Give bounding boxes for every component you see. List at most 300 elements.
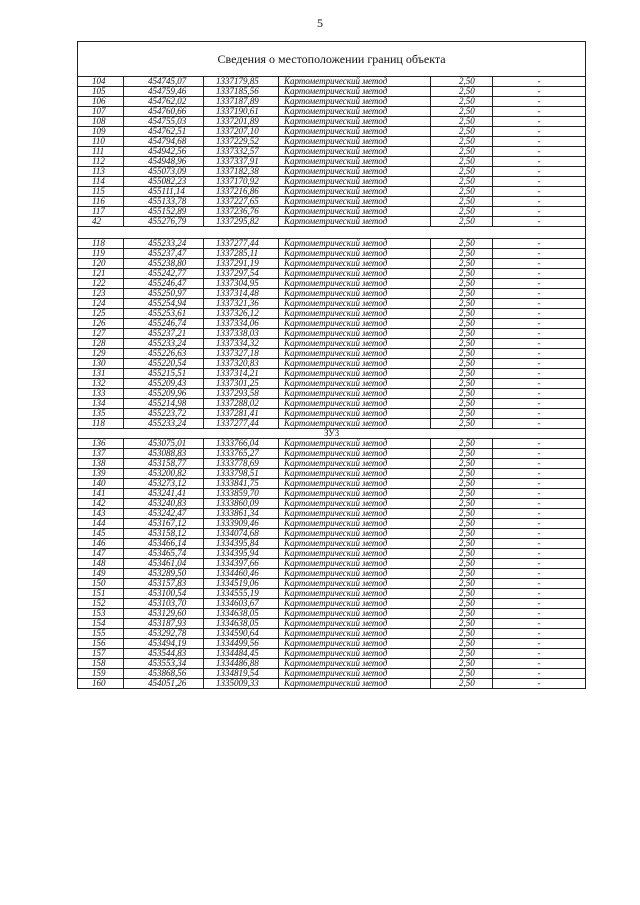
accuracy-cell: 2,50 bbox=[431, 629, 493, 639]
accuracy-cell: 2,50 bbox=[431, 639, 493, 649]
accuracy-cell: 2,50 bbox=[431, 259, 493, 269]
method-cell: Картометрический метод bbox=[279, 469, 431, 479]
accuracy-cell: 2,50 bbox=[431, 479, 493, 489]
accuracy-cell: 2,50 bbox=[431, 127, 493, 137]
table-row bbox=[78, 87, 586, 97]
method-cell: Картометрический метод bbox=[279, 279, 431, 289]
accuracy-cell: 2,50 bbox=[431, 579, 493, 589]
y-coordinate-cell: 1337301,25 bbox=[204, 379, 279, 389]
point-number-cell: 127 bbox=[78, 329, 124, 339]
method-cell: Картометрический метод bbox=[279, 177, 431, 187]
point-number-cell: 106 bbox=[78, 97, 124, 107]
description-cell: - bbox=[493, 659, 586, 669]
method-cell: Картометрический метод bbox=[279, 187, 431, 197]
table-row bbox=[78, 127, 586, 137]
table-row bbox=[78, 509, 586, 519]
y-coordinate-cell: 1337291,19 bbox=[204, 259, 279, 269]
y-coordinate-cell: 1337185,56 bbox=[204, 87, 279, 97]
method-cell: Картометрический метод bbox=[279, 419, 431, 429]
table-row bbox=[78, 619, 586, 629]
method-cell: Картометрический метод bbox=[279, 207, 431, 217]
x-coordinate-cell: 453868,56 bbox=[124, 669, 204, 679]
accuracy-cell: 2,50 bbox=[431, 319, 493, 329]
y-coordinate-cell: 1334819,54 bbox=[204, 669, 279, 679]
y-coordinate-cell: 1337314,21 bbox=[204, 369, 279, 379]
table-row bbox=[78, 399, 586, 409]
table-row bbox=[78, 389, 586, 399]
method-cell: Картометрический метод bbox=[279, 87, 431, 97]
y-coordinate-cell: 1337179,85 bbox=[204, 77, 279, 87]
accuracy-cell: 2,50 bbox=[431, 107, 493, 117]
y-coordinate-cell: 1334460,46 bbox=[204, 569, 279, 579]
method-cell: Картометрический метод bbox=[279, 499, 431, 509]
description-cell: - bbox=[493, 87, 586, 97]
y-coordinate-cell: 1334486,88 bbox=[204, 659, 279, 669]
y-coordinate-cell: 1334074,68 bbox=[204, 529, 279, 539]
description-cell: - bbox=[493, 187, 586, 197]
method-cell: Картометрический метод bbox=[279, 249, 431, 259]
point-number-cell: 118 bbox=[78, 419, 124, 429]
method-cell: Картометрический метод bbox=[279, 449, 431, 459]
accuracy-cell: 2,50 bbox=[431, 359, 493, 369]
point-number-cell: 107 bbox=[78, 107, 124, 117]
table-row bbox=[78, 147, 586, 157]
accuracy-cell: 2,50 bbox=[431, 349, 493, 359]
y-coordinate-cell: 1337227,65 bbox=[204, 197, 279, 207]
separator-cell bbox=[78, 227, 586, 239]
description-cell: - bbox=[493, 359, 586, 369]
table-row bbox=[78, 137, 586, 147]
table-row bbox=[78, 419, 586, 429]
table-row bbox=[78, 489, 586, 499]
table-row bbox=[78, 187, 586, 197]
x-coordinate-cell: 455233,24 bbox=[124, 419, 204, 429]
accuracy-cell: 2,50 bbox=[431, 539, 493, 549]
accuracy-cell: 2,50 bbox=[431, 499, 493, 509]
y-coordinate-cell: 1334555,19 bbox=[204, 589, 279, 599]
accuracy-cell: 2,50 bbox=[431, 659, 493, 669]
accuracy-cell: 2,50 bbox=[431, 147, 493, 157]
point-number-cell: 104 bbox=[78, 77, 124, 87]
page-number: 5 bbox=[317, 16, 323, 30]
description-cell: - bbox=[493, 389, 586, 399]
point-number-cell: 116 bbox=[78, 197, 124, 207]
x-coordinate-cell: 455209,43 bbox=[124, 379, 204, 389]
accuracy-cell: 2,50 bbox=[431, 419, 493, 429]
y-coordinate-cell: 1334397,66 bbox=[204, 559, 279, 569]
description-cell: - bbox=[493, 127, 586, 137]
point-number-cell: 149 bbox=[78, 569, 124, 579]
x-coordinate-cell: 455073,09 bbox=[124, 167, 204, 177]
table-row bbox=[78, 599, 586, 609]
x-coordinate-cell: 453075,01 bbox=[124, 439, 204, 449]
table-row bbox=[78, 609, 586, 619]
accuracy-cell: 2,50 bbox=[431, 299, 493, 309]
point-number-cell: 117 bbox=[78, 207, 124, 217]
x-coordinate-cell: 453187,93 bbox=[124, 619, 204, 629]
point-number-cell: 118 bbox=[78, 239, 124, 249]
method-cell: Картометрический метод bbox=[279, 489, 431, 499]
table-row bbox=[78, 529, 586, 539]
x-coordinate-cell: 453129,60 bbox=[124, 609, 204, 619]
description-cell: - bbox=[493, 439, 586, 449]
table-row bbox=[78, 649, 586, 659]
point-number-cell: 157 bbox=[78, 649, 124, 659]
section-header-row bbox=[78, 429, 586, 439]
description-cell: - bbox=[493, 489, 586, 499]
accuracy-cell: 2,50 bbox=[431, 87, 493, 97]
table-row bbox=[78, 459, 586, 469]
accuracy-cell: 2,50 bbox=[431, 679, 493, 689]
method-cell: Картометрический метод bbox=[279, 117, 431, 127]
description-cell: - bbox=[493, 299, 586, 309]
method-cell: Картометрический метод bbox=[279, 389, 431, 399]
description-cell: - bbox=[493, 137, 586, 147]
method-cell: Картометрический метод bbox=[279, 609, 431, 619]
x-coordinate-cell: 455220,54 bbox=[124, 359, 204, 369]
method-cell: Картометрический метод bbox=[279, 269, 431, 279]
x-coordinate-cell: 453088,83 bbox=[124, 449, 204, 459]
x-coordinate-cell: 453241,41 bbox=[124, 489, 204, 499]
y-coordinate-cell: 1337182,38 bbox=[204, 167, 279, 177]
table-row bbox=[78, 167, 586, 177]
y-coordinate-cell: 1337295,82 bbox=[204, 217, 279, 227]
y-coordinate-cell: 1333841,75 bbox=[204, 479, 279, 489]
method-cell: Картометрический метод bbox=[279, 379, 431, 389]
description-cell: - bbox=[493, 279, 586, 289]
method-cell: Картометрический метод bbox=[279, 77, 431, 87]
y-coordinate-cell: 1337337,91 bbox=[204, 157, 279, 167]
y-coordinate-cell: 1337332,57 bbox=[204, 147, 279, 157]
description-cell: - bbox=[493, 499, 586, 509]
point-number-cell: 135 bbox=[78, 409, 124, 419]
x-coordinate-cell: 455246,47 bbox=[124, 279, 204, 289]
x-coordinate-cell: 455246,74 bbox=[124, 319, 204, 329]
table-row bbox=[78, 117, 586, 127]
description-cell: - bbox=[493, 549, 586, 559]
table-row bbox=[78, 669, 586, 679]
y-coordinate-cell: 1334484,45 bbox=[204, 649, 279, 659]
point-number-cell: 150 bbox=[78, 579, 124, 589]
y-coordinate-cell: 1337293,58 bbox=[204, 389, 279, 399]
y-coordinate-cell: 1334499,56 bbox=[204, 639, 279, 649]
accuracy-cell: 2,50 bbox=[431, 389, 493, 399]
description-cell: - bbox=[493, 329, 586, 339]
x-coordinate-cell: 454755,03 bbox=[124, 117, 204, 127]
x-coordinate-cell: 455242,77 bbox=[124, 269, 204, 279]
point-number-cell: 139 bbox=[78, 469, 124, 479]
point-number-cell: 155 bbox=[78, 629, 124, 639]
point-number-cell: 131 bbox=[78, 369, 124, 379]
method-cell: Картометрический метод bbox=[279, 359, 431, 369]
point-number-cell: 110 bbox=[78, 137, 124, 147]
accuracy-cell: 2,50 bbox=[431, 289, 493, 299]
y-coordinate-cell: 1337187,89 bbox=[204, 97, 279, 107]
method-cell: Картометрический метод bbox=[279, 349, 431, 359]
accuracy-cell: 2,50 bbox=[431, 249, 493, 259]
accuracy-cell: 2,50 bbox=[431, 559, 493, 569]
y-coordinate-cell: 1337277,44 bbox=[204, 419, 279, 429]
point-number-cell: 142 bbox=[78, 499, 124, 509]
accuracy-cell: 2,50 bbox=[431, 207, 493, 217]
description-cell: - bbox=[493, 167, 586, 177]
description-cell: - bbox=[493, 249, 586, 259]
method-cell: Картометрический метод bbox=[279, 539, 431, 549]
point-number-cell: 109 bbox=[78, 127, 124, 137]
x-coordinate-cell: 454760,66 bbox=[124, 107, 204, 117]
point-number-cell: 143 bbox=[78, 509, 124, 519]
x-coordinate-cell: 455254,94 bbox=[124, 299, 204, 309]
x-coordinate-cell: 453158,77 bbox=[124, 459, 204, 469]
method-cell: Картометрический метод bbox=[279, 239, 431, 249]
accuracy-cell: 2,50 bbox=[431, 669, 493, 679]
table-row bbox=[78, 249, 586, 259]
point-number-cell: 144 bbox=[78, 519, 124, 529]
point-number-cell: 134 bbox=[78, 399, 124, 409]
table-row bbox=[78, 629, 586, 639]
description-cell: - bbox=[493, 669, 586, 679]
description-cell: - bbox=[493, 349, 586, 359]
table-row bbox=[78, 207, 586, 217]
accuracy-cell: 2,50 bbox=[431, 529, 493, 539]
description-cell: - bbox=[493, 197, 586, 207]
description-cell: - bbox=[493, 379, 586, 389]
description-cell: - bbox=[493, 289, 586, 299]
description-cell: - bbox=[493, 259, 586, 269]
y-coordinate-cell: 1333765,27 bbox=[204, 449, 279, 459]
point-number-cell: 112 bbox=[78, 157, 124, 167]
accuracy-cell: 2,50 bbox=[431, 489, 493, 499]
point-number-cell: 125 bbox=[78, 309, 124, 319]
point-number-cell: 42 bbox=[78, 217, 124, 227]
point-number-cell: 151 bbox=[78, 589, 124, 599]
y-coordinate-cell: 1337201,89 bbox=[204, 117, 279, 127]
y-coordinate-cell: 1333859,70 bbox=[204, 489, 279, 499]
method-cell: Картометрический метод bbox=[279, 107, 431, 117]
x-coordinate-cell: 455233,24 bbox=[124, 239, 204, 249]
description-cell: - bbox=[493, 269, 586, 279]
x-coordinate-cell: 453240,83 bbox=[124, 499, 204, 509]
method-cell: Картометрический метод bbox=[279, 127, 431, 137]
y-coordinate-cell: 1333860,09 bbox=[204, 499, 279, 509]
method-cell: Картометрический метод bbox=[279, 559, 431, 569]
y-coordinate-cell: 1334638,05 bbox=[204, 619, 279, 629]
accuracy-cell: 2,50 bbox=[431, 177, 493, 187]
y-coordinate-cell: 1337190,61 bbox=[204, 107, 279, 117]
table-row bbox=[78, 339, 586, 349]
point-number-cell: 115 bbox=[78, 187, 124, 197]
point-number-cell: 138 bbox=[78, 459, 124, 469]
point-number-cell: 137 bbox=[78, 449, 124, 459]
table-row bbox=[78, 409, 586, 419]
point-number-cell: 120 bbox=[78, 259, 124, 269]
method-cell: Картометрический метод bbox=[279, 97, 431, 107]
point-number-cell: 122 bbox=[78, 279, 124, 289]
point-number-cell: 148 bbox=[78, 559, 124, 569]
table-row bbox=[78, 239, 586, 249]
x-coordinate-cell: 453465,74 bbox=[124, 549, 204, 559]
point-number-cell: 147 bbox=[78, 549, 124, 559]
method-cell: Картометрический метод bbox=[279, 369, 431, 379]
description-cell: - bbox=[493, 339, 586, 349]
accuracy-cell: 2,50 bbox=[431, 279, 493, 289]
table-row bbox=[78, 329, 586, 339]
y-coordinate-cell: 1333798,51 bbox=[204, 469, 279, 479]
x-coordinate-cell: 454051,26 bbox=[124, 679, 204, 689]
description-cell: - bbox=[493, 177, 586, 187]
accuracy-cell: 2,50 bbox=[431, 309, 493, 319]
method-cell: Картометрический метод bbox=[279, 217, 431, 227]
accuracy-cell: 2,50 bbox=[431, 217, 493, 227]
method-cell: Картометрический метод bbox=[279, 299, 431, 309]
accuracy-cell: 2,50 bbox=[431, 449, 493, 459]
point-number-cell: 145 bbox=[78, 529, 124, 539]
table-row bbox=[78, 549, 586, 559]
table-row bbox=[78, 469, 586, 479]
accuracy-cell: 2,50 bbox=[431, 339, 493, 349]
method-cell: Картометрический метод bbox=[279, 339, 431, 349]
point-number-cell: 105 bbox=[78, 87, 124, 97]
x-coordinate-cell: 455253,61 bbox=[124, 309, 204, 319]
description-cell: - bbox=[493, 459, 586, 469]
x-coordinate-cell: 453200,82 bbox=[124, 469, 204, 479]
x-coordinate-cell: 453289,50 bbox=[124, 569, 204, 579]
accuracy-cell: 2,50 bbox=[431, 269, 493, 279]
point-number-cell: 160 bbox=[78, 679, 124, 689]
method-cell: Картометрический метод bbox=[279, 137, 431, 147]
description-cell: - bbox=[493, 217, 586, 227]
x-coordinate-cell: 453292,78 bbox=[124, 629, 204, 639]
x-coordinate-cell: 454759,46 bbox=[124, 87, 204, 97]
description-cell: - bbox=[493, 609, 586, 619]
accuracy-cell: 2,50 bbox=[431, 599, 493, 609]
x-coordinate-cell: 454762,02 bbox=[124, 97, 204, 107]
table-row bbox=[78, 177, 586, 187]
point-number-cell: 126 bbox=[78, 319, 124, 329]
y-coordinate-cell: 1337320,83 bbox=[204, 359, 279, 369]
accuracy-cell: 2,50 bbox=[431, 459, 493, 469]
table-title: Сведения о местоположении границ объекта bbox=[78, 42, 586, 77]
point-number-cell: 128 bbox=[78, 339, 124, 349]
table-row bbox=[78, 659, 586, 669]
x-coordinate-cell: 455214,98 bbox=[124, 399, 204, 409]
boundary-coordinates-table bbox=[77, 41, 586, 689]
point-number-cell: 119 bbox=[78, 249, 124, 259]
method-cell: Картометрический метод bbox=[279, 459, 431, 469]
description-cell: - bbox=[493, 419, 586, 429]
method-cell: Картометрический метод bbox=[279, 579, 431, 589]
x-coordinate-cell: 454762,51 bbox=[124, 127, 204, 137]
description-cell: - bbox=[493, 207, 586, 217]
description-cell: - bbox=[493, 157, 586, 167]
accuracy-cell: 2,50 bbox=[431, 569, 493, 579]
y-coordinate-cell: 1333766,04 bbox=[204, 439, 279, 449]
table-row bbox=[78, 539, 586, 549]
x-coordinate-cell: 455209,96 bbox=[124, 389, 204, 399]
point-number-cell: 132 bbox=[78, 379, 124, 389]
x-coordinate-cell: 455237,21 bbox=[124, 329, 204, 339]
y-coordinate-cell: 1334395,84 bbox=[204, 539, 279, 549]
accuracy-cell: 2,50 bbox=[431, 649, 493, 659]
y-coordinate-cell: 1337285,11 bbox=[204, 249, 279, 259]
method-cell: Картометрический метод bbox=[279, 289, 431, 299]
x-coordinate-cell: 455237,47 bbox=[124, 249, 204, 259]
method-cell: Картометрический метод bbox=[279, 147, 431, 157]
description-cell: - bbox=[493, 77, 586, 87]
y-coordinate-cell: 1333778,69 bbox=[204, 459, 279, 469]
x-coordinate-cell: 455233,24 bbox=[124, 339, 204, 349]
description-cell: - bbox=[493, 679, 586, 689]
point-number-cell: 113 bbox=[78, 167, 124, 177]
y-coordinate-cell: 1334603,67 bbox=[204, 599, 279, 609]
accuracy-cell: 2,50 bbox=[431, 549, 493, 559]
y-coordinate-cell: 1333909,46 bbox=[204, 519, 279, 529]
table-row bbox=[78, 107, 586, 117]
table-row bbox=[78, 97, 586, 107]
accuracy-cell: 2,50 bbox=[431, 157, 493, 167]
method-cell: Картометрический метод bbox=[279, 519, 431, 529]
point-number-cell: 121 bbox=[78, 269, 124, 279]
section-label: ЗУ3 bbox=[78, 429, 586, 439]
accuracy-cell: 2,50 bbox=[431, 369, 493, 379]
y-coordinate-cell: 1337334,06 bbox=[204, 319, 279, 329]
table-row bbox=[78, 479, 586, 489]
table-row bbox=[78, 639, 586, 649]
description-cell: - bbox=[493, 117, 586, 127]
table-row bbox=[78, 439, 586, 449]
x-coordinate-cell: 453273,12 bbox=[124, 479, 204, 489]
x-coordinate-cell: 453494,19 bbox=[124, 639, 204, 649]
x-coordinate-cell: 455152,89 bbox=[124, 207, 204, 217]
x-coordinate-cell: 453242,47 bbox=[124, 509, 204, 519]
description-cell: - bbox=[493, 399, 586, 409]
x-coordinate-cell: 453461,04 bbox=[124, 559, 204, 569]
x-coordinate-cell: 453158,12 bbox=[124, 529, 204, 539]
accuracy-cell: 2,50 bbox=[431, 329, 493, 339]
method-cell: Картометрический метод bbox=[279, 529, 431, 539]
description-cell: - bbox=[493, 579, 586, 589]
point-number-cell: 140 bbox=[78, 479, 124, 489]
point-number-cell: 141 bbox=[78, 489, 124, 499]
y-coordinate-cell: 1337170,92 bbox=[204, 177, 279, 187]
description-cell: - bbox=[493, 147, 586, 157]
description-cell: - bbox=[493, 239, 586, 249]
description-cell: - bbox=[493, 569, 586, 579]
point-number-cell: 146 bbox=[78, 539, 124, 549]
method-cell: Картометрический метод bbox=[279, 649, 431, 659]
x-coordinate-cell: 455223,72 bbox=[124, 409, 204, 419]
method-cell: Картометрический метод bbox=[279, 329, 431, 339]
method-cell: Картометрический метод bbox=[279, 259, 431, 269]
y-coordinate-cell: 1334638,05 bbox=[204, 609, 279, 619]
accuracy-cell: 2,50 bbox=[431, 519, 493, 529]
x-coordinate-cell: 455111,14 bbox=[124, 187, 204, 197]
description-cell: - bbox=[493, 107, 586, 117]
accuracy-cell: 2,50 bbox=[431, 589, 493, 599]
x-coordinate-cell: 454942,56 bbox=[124, 147, 204, 157]
x-coordinate-cell: 453167,12 bbox=[124, 519, 204, 529]
method-cell: Картометрический метод bbox=[279, 479, 431, 489]
table-row bbox=[78, 217, 586, 227]
table-row bbox=[78, 579, 586, 589]
y-coordinate-cell: 1337281,41 bbox=[204, 409, 279, 419]
method-cell: Картометрический метод bbox=[279, 599, 431, 609]
method-cell: Картометрический метод bbox=[279, 309, 431, 319]
table-row bbox=[78, 349, 586, 359]
x-coordinate-cell: 454794,68 bbox=[124, 137, 204, 147]
description-cell: - bbox=[493, 519, 586, 529]
accuracy-cell: 2,50 bbox=[431, 239, 493, 249]
